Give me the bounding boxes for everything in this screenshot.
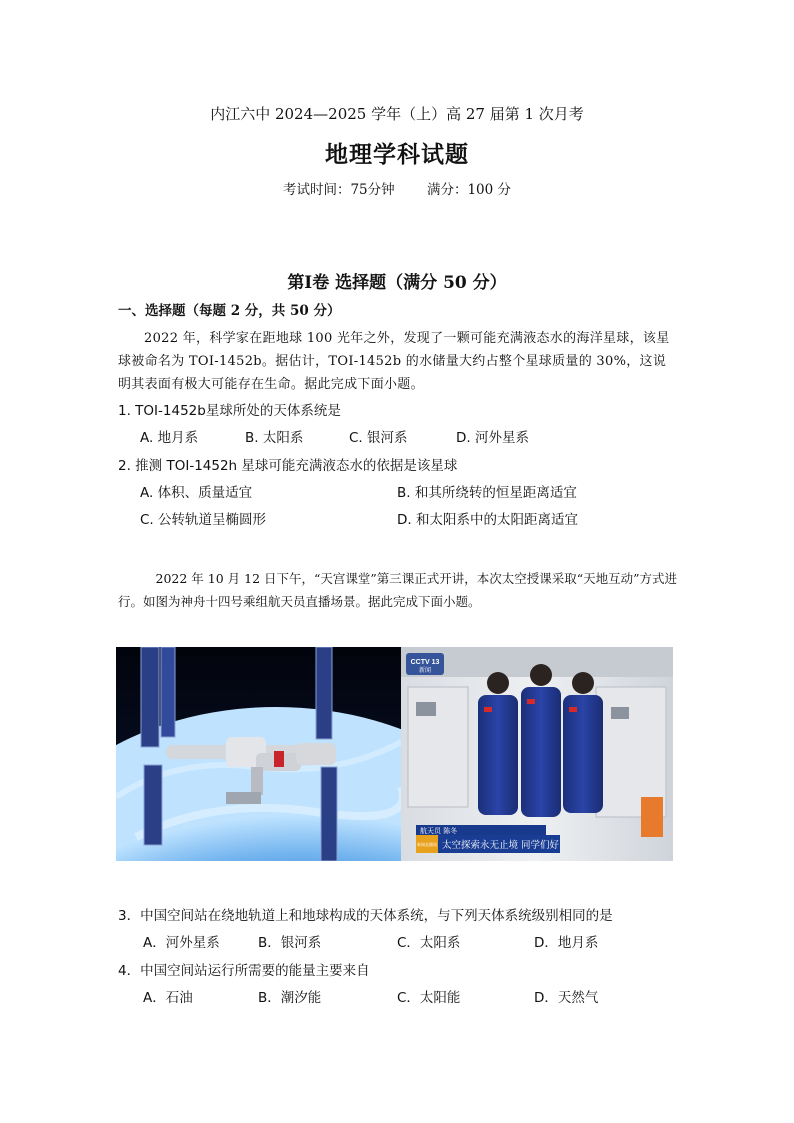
q4-option-b: B．潮汐能	[258, 990, 322, 1006]
q1-option-c: C. 银河系	[349, 430, 408, 446]
q1-option-d: D. 河外星系	[456, 430, 529, 446]
exam-info	[0, 178, 794, 198]
q1-option-b: B. 太阳系	[245, 430, 304, 446]
q3-option-b: B．银河系	[258, 935, 322, 951]
part-heading: 一、选择题（每题 2 分，共 50 分）	[118, 303, 341, 319]
caption-text: 太空探索永无止境 同学们好	[442, 840, 560, 851]
question-4-stem: 4．中国空间站运行所需要的能量主要来自	[118, 963, 370, 979]
q2-option-b: B. 和其所绕转的恒星距离适宜	[397, 485, 577, 501]
cctv-logo-text: CCTV 13	[410, 659, 440, 666]
q4-option-d: D．天然气	[534, 990, 599, 1006]
subject-title: 地理学科试题	[325, 141, 469, 168]
astronauts-broadcast-image	[401, 647, 673, 861]
q2-option-a: A. 体积、质量适宜	[140, 485, 253, 501]
passage-2: 2022 年 10 月 12 日下午，“天宫课堂”第三课正式开讲，本次太空授课采取“天地互动”方式进行。如图为神舟十四号乘组航天员直播场景。据此完成下面小题。	[118, 571, 678, 609]
q4-option-a: A．石油	[143, 990, 193, 1006]
space-station-photo	[116, 647, 673, 861]
question-3-stem: 3．中国空间站在绕地轨道上和地球构成的天体系统，与下列天体系统级别相同的是	[118, 908, 613, 924]
section-title: 第Ⅰ卷 选择题（满分 50 分）	[287, 273, 507, 293]
exam-title: 内江六中 2024—2025 学年（上）高 27 届第 1 次月考	[210, 105, 584, 123]
question-2-stem: 2. 推测 TOI-1452h 星球可能充满液态水的依据是该星球	[118, 458, 458, 474]
q2-option-c: C. 公转轨道呈椭圆形	[140, 512, 267, 528]
q3-option-a: A．河外星系	[143, 935, 220, 951]
news-badge: 新闻直播间	[417, 842, 437, 847]
exam-time: 考试时间：75分钟	[282, 182, 395, 198]
q1-option-a: A. 地月系	[140, 430, 199, 446]
q4-option-c: C．太阳能	[397, 990, 461, 1006]
cctv-logo	[406, 653, 444, 675]
q3-option-d: D．地月系	[534, 935, 599, 951]
exam-score: 满分：100 分	[426, 182, 512, 198]
q2-option-d: D. 和太阳系中的太阳距离适宜	[397, 512, 578, 528]
caption-tag: 航天员 陈冬	[420, 827, 458, 835]
cctv-logo-sub: 新闻	[418, 668, 432, 674]
q3-option-c: C．太阳系	[397, 935, 461, 951]
question-1-stem: 1. TOI-1452b星球所处的天体系统是	[118, 403, 341, 419]
passage-1: 2022 年，科学家在距地球 100 光年之外，发现了一颗可能充满液态水的海洋星球，该星球被命名为 TOI-1452b。据估计，TOI-1452b 的水储量大约占整个星球质量的 30%，这说明其表面有极大可能存在生命。据此完成下面小题。	[118, 331, 670, 392]
